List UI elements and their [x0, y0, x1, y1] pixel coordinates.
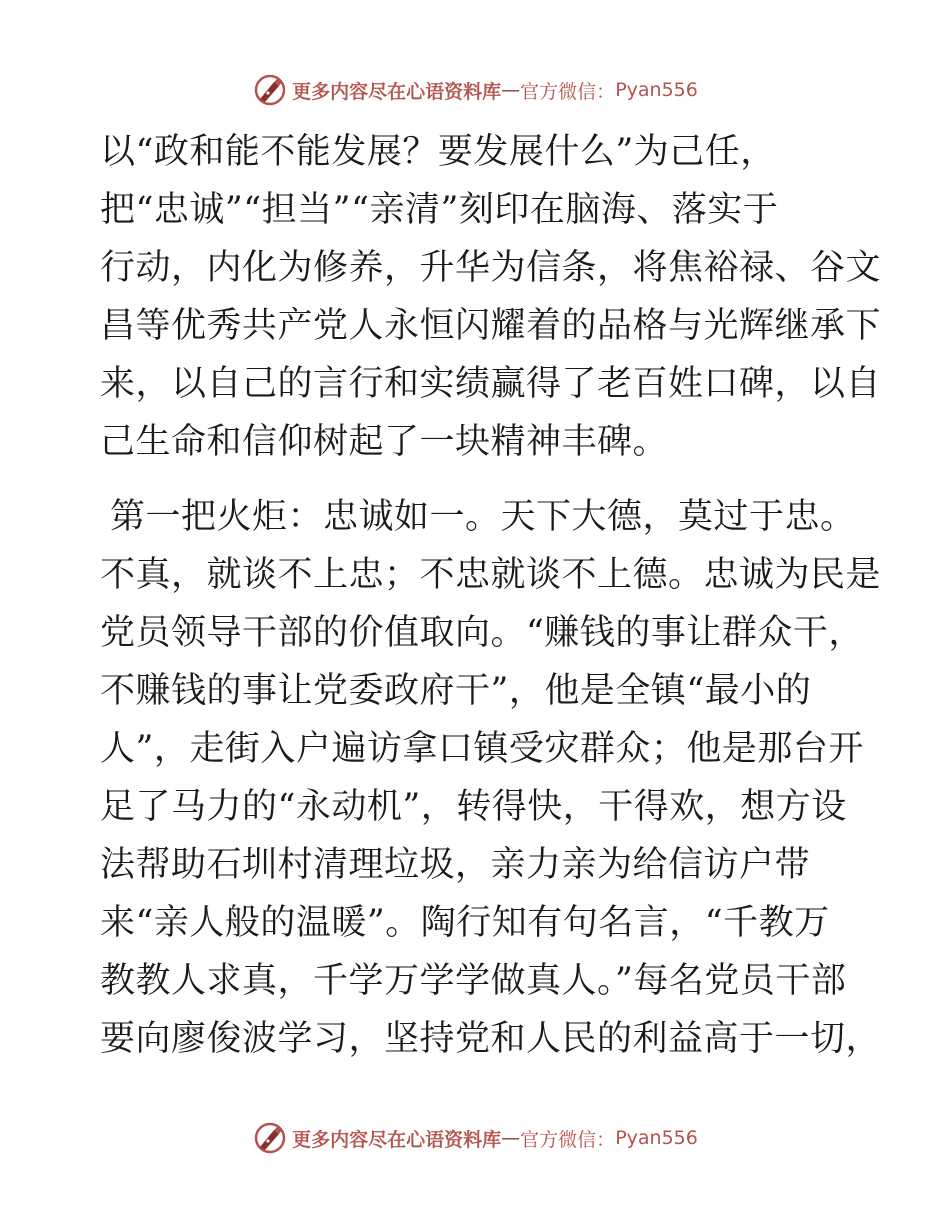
- footer-wechat-handle: Pyan556: [615, 1127, 698, 1149]
- header-banner: [0, 70, 950, 110]
- header-wechat-handle: Pyan556: [615, 79, 698, 101]
- footer-site-name: 更多内容尽在心语资料库: [292, 1128, 502, 1151]
- footer-dash: —: [501, 1127, 521, 1149]
- text-line: 行动，内化为修养，升华为信条，将焦裕禄、谷文: [100, 248, 882, 288]
- header-site-name: 更多内容尽在心语资料库: [292, 80, 502, 103]
- footer-wechat-label: 官方微信：: [520, 1128, 616, 1151]
- text-line: 法帮助石圳村清理垃圾，亲力亲为给信访户带: [100, 845, 811, 885]
- pen-nib-logo-icon: [252, 1120, 288, 1156]
- text-line: 要向廖俊波学习，坚持党和人民的利益高于一切，: [100, 1019, 882, 1059]
- text-line: 足了马力的“永动机”，转得快，干得欢，想方设: [100, 787, 847, 827]
- paragraph-1: [100, 123, 882, 471]
- footer-banner: [0, 1118, 950, 1158]
- text-line: 己生命和信仰树起了一块精神丰碑。: [100, 422, 669, 462]
- paragraph-2: [100, 488, 882, 1068]
- header-dash: —: [501, 79, 521, 101]
- text-line: 教教人求真，千学万学学做真人。”每名党员干部: [100, 961, 847, 1001]
- text-line: 以“政和能不能发展？要发展什么”为己任，: [100, 132, 776, 172]
- text-line: 第一把火炬：忠诚如一。天下大德，莫过于忠。: [110, 497, 856, 537]
- text-line: 昌等优秀共产党人永恒闪耀着的品格与光辉继承下: [100, 306, 882, 346]
- text-line: 来“亲人般的温暖”。陶行知有句名言，“千教万: [100, 903, 830, 943]
- text-line: 不赚钱的事让党委政府干”，他是全镇“最小的: [100, 671, 812, 711]
- document-body: [100, 123, 882, 1068]
- header-wechat-label: 官方微信：: [520, 80, 616, 103]
- paragraph-gap: [100, 471, 850, 488]
- text-line: 来，以自己的言行和实绩赢得了老百姓口碑，以自: [100, 364, 882, 404]
- text-line: 人”，走街入户遍访拿口镇受灾群众；他是那台开: [100, 729, 864, 769]
- text-line: 不真，就谈不上忠；不忠就谈不上德。忠诚为民是: [100, 555, 882, 595]
- pen-nib-logo-icon: [252, 72, 288, 108]
- text-line: 党员领导干部的价值取向。“赚钱的事让群众干，: [100, 613, 864, 653]
- text-line: 把“忠诚”“担当”“亲清”刻印在脑海、落实于: [100, 190, 779, 230]
